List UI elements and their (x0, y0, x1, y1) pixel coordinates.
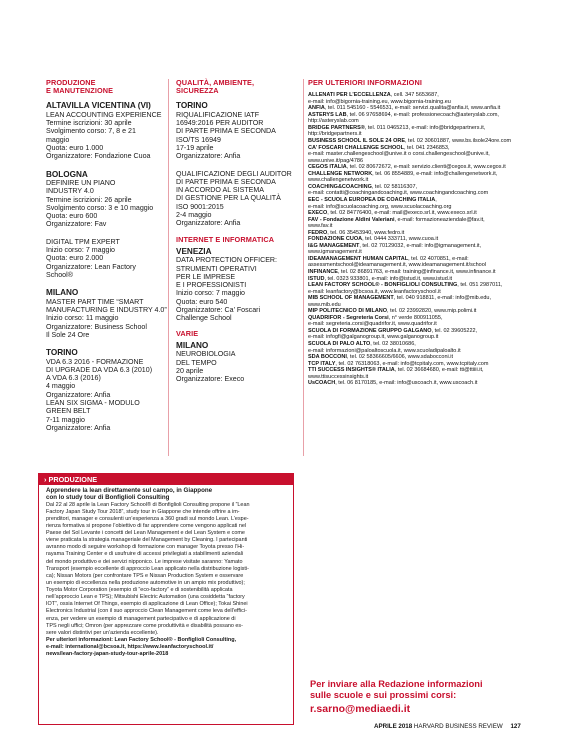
organization-contact: , tel. 0444 333711, www.cuoa.it (362, 236, 439, 243)
organization-contact: , tel. 06 8554889, e-mail: info@challengenetwork.it, (372, 170, 498, 177)
article-line: rayama Training Center e di usufruire di accessi privilegiati a stabilimenti aziendali (46, 551, 244, 558)
organization-contact: e-mail: info@scuolacoaching.org, www.scuolacoaching.org (308, 203, 452, 210)
course-title: DEL TEMPO (176, 358, 217, 367)
organization-name: MIB SCHOOL OF MANAGEMENT (308, 295, 394, 302)
course-detail: Termine iscrizioni: 30 aprile (46, 119, 132, 128)
course-detail: Organizzatore: Business School (46, 322, 147, 331)
course-detail: Inizio corso: 11 maggio (46, 314, 119, 323)
produzione-box (38, 473, 294, 725)
organization-contact: , tel. 011 545160 - 5546531, e-mail: servizi.qualita@anfia.it, www.anfia.it (324, 105, 501, 112)
organization-name: EEC - SCUOLA EUROPEA DE COACHING ITALIA (308, 196, 436, 203)
course-city: MILANO (46, 288, 79, 298)
course-city: TORINO (46, 348, 78, 358)
course-detail: Organizzatore: Fav (46, 220, 107, 229)
organization-contact: , n° verde 800911055, (388, 314, 443, 321)
course-title: MASTER PART TIME “SMART (46, 297, 144, 306)
course-detail: 20 aprile (176, 366, 204, 375)
organization-contact: , tel. 02 58366605/6606, www.sdabocconi.it (346, 354, 454, 361)
course-city: VENEZIA (176, 246, 212, 256)
course-detail: Organizzatore: Anfia (46, 390, 111, 399)
course-title: VDA 6.3 2016 - FORMAZIONE (46, 357, 144, 366)
course-detail: 17-19 aprile (176, 144, 214, 152)
heading-line: PRODUZIONE (46, 78, 96, 87)
organization-contact: www.fav.it (308, 223, 333, 230)
course-title: DI PARTE PRIMA E SECONDA (176, 127, 276, 136)
article-line: prenditori, manager e consulenti un’esperienza a 360 gradi sul mondo Lean. L’espe- (46, 515, 249, 522)
article-line: IOT”, ossia Internet Of Things, esempio di applicazione di Lean Office); Tokai Shinei (46, 601, 248, 608)
column-produzione (46, 79, 166, 432)
directory-list (308, 92, 568, 387)
spacer (46, 229, 166, 238)
course-title: QUALIFICAZIONE DEGLI AUDITOR (176, 169, 292, 178)
course-detail: Organizzatore: Ca’ Foscari (176, 306, 261, 315)
course-entry (46, 101, 166, 160)
course-detail: maggio (46, 135, 70, 144)
course-city: TORINO (176, 101, 208, 111)
course-detail: Quota: euro 540 (176, 297, 228, 306)
contact-line: news/lean-factory-japan-study-tour-aprile-2018 (46, 651, 169, 658)
course-title: NEUROBIOLOGIA (176, 350, 236, 359)
course-title: DEFINIRE UN PIANO (46, 179, 116, 187)
footer-magazine: HARVARD BUSINESS REVIEW (413, 723, 503, 730)
article-line: un esempio di eccellenza nella produzione automotive in un ampio mix produttivo); (46, 579, 245, 586)
heading-line: SICUREZZA (176, 86, 219, 96)
redazione-line: sulle scuole e sui prossimi corsi: (310, 690, 457, 701)
course-entry (46, 348, 166, 432)
course-detail: Termine iscrizioni: 26 aprile (46, 195, 132, 204)
organization-name: SDA BOCCONI (308, 354, 347, 361)
course-detail: School® (46, 270, 73, 279)
organization-contact: , (435, 196, 437, 203)
page-footer (374, 723, 521, 730)
contact-line: Per ulteriori informazioni: Lean Factory School® - Bonfiglioli Consulting, (46, 636, 237, 643)
course-entry (176, 341, 300, 384)
course-city: ALTAVILLA VICENTINA (VI) (46, 101, 151, 111)
organization-contact: , tel. 06 35453940, www.fedro.it (327, 229, 405, 236)
organization-contact: e-mail: contatti@coachingandcoaching.it, www.coachingandcoaching.com (308, 190, 489, 197)
organization-name: INFINANCE (308, 268, 338, 275)
organization-contact: , tel. 0323 933801, e-mail: info@istud.it, www.istud.it (324, 275, 453, 282)
organization-name: I&G MANAGEMENT (308, 242, 360, 249)
course-title: DI PARTE PRIMA E SECONDA (176, 177, 276, 186)
section-heading-internet: INTERNET E INFORMATICA (176, 234, 275, 244)
article-line: viene praticata la strategia manageriale del Management by Cleaning. I partecipanti (46, 537, 248, 544)
page-number: 127 (510, 723, 521, 730)
organization-contact: assessmentschool@ideamanagement.it, www.ideamanagement.it/school (308, 262, 487, 269)
article-line: Electronics Industrial (con il suo approccio Clean Management come leva dell’effici- (46, 608, 247, 615)
organization-contact: www.challengenetwork.it (308, 177, 369, 184)
organization-contact: , tel. 02 80672672, e-mail: servizio.clienti@cegos.it, www.cegos.it (346, 164, 506, 171)
course-detail: 7-11 maggio (46, 415, 85, 424)
article-line: enza, per vedere un esempio di management partecipativo e di applicazione di (46, 615, 236, 622)
course-detail: Challenge School (176, 314, 232, 323)
course-title: LEAN SIX SIGMA - MODULO (46, 399, 140, 408)
organization-contact: , tel. 040 918811, e-mail: info@mib.edu, (393, 295, 491, 302)
organization-name: SCUOLA DI PALO ALTO (308, 340, 371, 347)
heading-line: QUALITÀ, AMBIENTE, (176, 78, 255, 87)
article-line: TPS negli uffici; Omron (per apprezzare come produttività e disabilità possano es- (46, 622, 243, 629)
produzione-bar: › PRODUZIONE (39, 474, 293, 485)
course-list (176, 247, 300, 323)
article-line: Factory Japan Study Tour 2018”, study tour in Giappone che intende offrire a im- (46, 508, 240, 515)
contacts-directory (308, 79, 568, 387)
course-detail: Svolgimento corso: 3 e 10 maggio (46, 203, 154, 212)
column-divider (168, 79, 169, 456)
course-title: LEAN ACCOUNTING EXPERIENCE (46, 110, 162, 119)
course-detail: Il Sole 24 Ore (46, 330, 90, 339)
course-detail: Inizio corso: 7 maggio (176, 289, 246, 298)
heading-line: E MANUTENZIONE (46, 86, 114, 96)
course-title: DATA PROTECTION OFFICER: (176, 256, 278, 265)
organization-name: ANFIA (308, 105, 325, 112)
organization-contact: , tel. 041 2346853, (403, 144, 450, 151)
course-title: MANUFACTURING E INDUSTRY 4.0” (46, 305, 167, 314)
organization-contact: www.igmanagement.it (308, 249, 362, 256)
directory-heading: PER ULTERIORI INFORMAZIONI (308, 78, 422, 87)
organization-contact: , tel. 02 58116307, (371, 183, 418, 190)
organization-name: FAV - Fondazione Aldini Valeriani (308, 216, 395, 223)
course-title: GREEN BELT (46, 407, 91, 416)
course-city: MILANO (176, 340, 209, 350)
organization-name: CHALLENGE NETWORK (308, 170, 373, 177)
organization-name: FONDAZIONE CUOA (308, 236, 363, 243)
article-headline: con lo study tour di Bonfiglioli Consulting (46, 494, 170, 502)
course-title: PER LE IMPRESE (176, 272, 236, 281)
footer-date: APRILE 2018 (374, 723, 413, 730)
organization-name: ISTUD (308, 275, 325, 282)
organization-contact: http://asteryslab.com (308, 118, 359, 125)
course-detail: Svolgimento corso: 7, 8 e 21 (46, 127, 136, 136)
article-line: Transport (esempio eccellente di approccio Lean applicato nella distribuzione logisti- (46, 565, 249, 572)
course-detail: Organizzatore: Lean Factory (46, 262, 136, 271)
organization-name: UsCOACH (308, 380, 336, 387)
course-detail: Organizzatore: Fondazione Cuoa (46, 152, 151, 161)
redazione-line: Per inviare alla Redazione informazioni (310, 679, 483, 689)
organization-name: FEDRO (308, 229, 328, 236)
organization-name: QUADRIFOR - Segreteria Corsi (308, 314, 389, 321)
organization-name: IDEAMANAGEMENT HUMAN CAPITAL (308, 255, 409, 262)
organization-contact: , e-mail: formazioneaziendale@fav.it, (394, 216, 485, 223)
organization-contact: , cell. 347 5653687, (390, 92, 439, 99)
course-title: 16949:2016 PER AUDITOR (176, 119, 264, 128)
section-heading (46, 79, 166, 95)
organization-contact: e-mail: leanfactory@bcsoa.it, www.leanfactoryschool.it (308, 288, 441, 295)
organization-contact: , tel. 06 8170185, e-mail: info@uscoach.it, www.uscoach.it (335, 380, 478, 387)
course-title: ISO/TS 16949 (176, 135, 221, 144)
spacer (176, 161, 300, 170)
organization-contact: , tel. 051 2987011, (457, 282, 503, 289)
course-list (46, 101, 166, 432)
organization-contact: , tel. 02 30601887, www.bs.ilsole24ore.com (405, 138, 512, 145)
organization-contact: , tel. 02 38010686, (370, 340, 416, 347)
column-divider (303, 79, 304, 456)
course-title: INDUSTRY 4.0 (46, 187, 94, 196)
organization-name: CA’ FOSCARI CHALLENGE SCHOOL (308, 144, 404, 151)
column-qualita (176, 79, 300, 383)
organization-contact: http://bridgepartners.it (308, 131, 362, 138)
course-title: A VDA 6.3 (2016) (46, 374, 101, 383)
section-heading (176, 79, 300, 95)
course-detail: Organizzatore: Anfia (176, 219, 241, 228)
organization-contact: , tel. 02 4070851, e-mail: (408, 255, 469, 262)
course-title: DI GESTIONE PER LA QUALITÀ (176, 194, 281, 203)
article-line: avranno modo di seguire workshop di formazione con manager Toyota presso l’Hi- (46, 544, 245, 551)
article-headline: Apprendere la lean direttamente sul campo, in Giappone (46, 487, 213, 494)
course-list (176, 341, 300, 384)
organization-contact: , tel. 06 97658694, e-mail: professionecoach@asteryslab.com, (346, 111, 499, 118)
course-list (176, 101, 300, 227)
course-title: DIGITAL TPM EXPERT (46, 237, 120, 246)
course-title: IN ACCORDO AL SISTEMA (176, 186, 265, 195)
organization-contact: , tel. 02 76318063, e-mail: info@tcpitaly.com, www.tcpitaly.com (335, 360, 489, 367)
article-body (46, 502, 288, 637)
organization-name: COACHING&COACHING (308, 183, 372, 190)
article-line: ca); Nissan Motors (per confrontare TPS e Nissan Production System e osservare (46, 572, 244, 579)
article-line: Toyota Motor Corporation (esempio di “eco-factory” e di sostenibilità applicata (46, 587, 233, 594)
organization-name: ALLENATI PER L’ECCELLENZA (308, 92, 391, 99)
course-detail: Quota: euro 1.000 (46, 144, 104, 152)
organization-name: SCUOLA DI FORMAZIONE GRUPPO GALGANO (308, 327, 432, 334)
article-line: Dal 22 al 28 aprile la Lean Factory School® di Bonfiglioli Consulting propone il “Lean (46, 501, 250, 508)
course-entry (176, 247, 300, 323)
redazione-notice (310, 679, 560, 716)
organization-name: EXECO (308, 210, 328, 217)
organization-contact: , tel. 02 39605222, (431, 327, 478, 334)
organization-name: LEAN FACTORY SCHOOL® - BONFIGLIOLI CONSULTING (308, 282, 458, 289)
article-line: sere valori distintivi per un’azienda eccellente). (46, 629, 159, 636)
article-line: nell’approccio Lean e TPS); Mitsubishi Electric Automation (una cosiddetta “factory (46, 594, 245, 601)
organization-name: CEGOS ITALIA (308, 164, 347, 171)
organization-name: TTI SUCCESS INSIGHTS® ITALIA (308, 367, 395, 374)
organization-contact: , tel. 02 36684680, e-mail: tti@ttiiii.it, (394, 367, 484, 374)
course-detail: Organizzatore: Execo (176, 375, 245, 384)
course-title: DI UPGRADE DA VDA 6.3 (2010) (46, 365, 153, 374)
organization-contact: , tel. 02 86891763, e-mail: training@infinance.it, www.infinance.it (337, 268, 496, 275)
course-detail: 4 maggio (46, 382, 76, 391)
organization-name: MIP POLITECNICO DI MILANO (308, 308, 388, 315)
organization-name: ASTERYS LAB (308, 111, 347, 118)
organization-contact: e-mail: segreteria.corsi@quadrifor.it, www.quadrifor.it (308, 321, 437, 328)
organization-contact: , tel. 02 23992820, www.mip.polimi.it (387, 308, 477, 315)
article-contact (46, 637, 288, 658)
organization-name: BUSINESS SCHOOL IL SOLE 24 ORE (308, 138, 405, 145)
produzione-article (39, 485, 293, 658)
course-title: RIQUALIFICAZIONE IATF (176, 110, 260, 119)
course-detail: Quota: euro 2.000 (46, 254, 104, 263)
organization-contact: www.ttisuccessinsights.it (308, 373, 369, 380)
course-detail: 2-4 maggio (176, 211, 212, 220)
contact-line: e-mail: international@bcsoa.it, https://www.leanfactoryschool.it/ (46, 644, 214, 651)
course-city: BOLOGNA (46, 169, 88, 179)
organization-contact: , tel. 02 70129032, e-mail: info@igmanagement.it, (359, 242, 482, 249)
course-title: ISO 9001:2015 (176, 202, 224, 211)
section-heading-varie: VARIE (176, 328, 199, 338)
directory-line (308, 380, 568, 387)
article-line: del mondo produttivo e dei servizi nipponico. Le imprese visitate saranno: Yamato (46, 558, 243, 565)
organization-contact: e-mail: infogfi@galganogroup.it, www.galganogroup.it (308, 334, 439, 341)
organization-contact: e-mail: master.challengeschool@unive.it o corsi.challengeschool@unive.it, (308, 151, 490, 158)
organization-contact: e-mail: informazioni@paloaltoscuola.it, www.scuoladipaloalto.it (308, 347, 461, 354)
organization-contact: , tel. 02 84776400, e-mail: mail@execo.srl.it, www.execo.srl.it (327, 210, 477, 217)
organization-name: BRIDGE PARTNERS® (308, 124, 365, 131)
course-detail: Organizzatore: Anfia (46, 423, 111, 432)
course-title: STRUMENTI OPERATIVI (176, 264, 257, 273)
course-title: E I PROFESSIONISTI (176, 281, 247, 290)
course-detail: Quota: euro 600 (46, 212, 98, 221)
course-entry (46, 170, 166, 280)
article-line: Paese del Sol Levante i concetti del Lean Management e del Lean System e come (46, 530, 245, 537)
course-entry (46, 288, 166, 339)
organization-contact: www.mib.edu (308, 301, 341, 308)
organization-contact: , tel. 011 0465213, e-mail: info@bridgepartners.it, (364, 124, 486, 131)
redazione-email[interactable]: r.sarno@mediaedi.it (310, 702, 411, 715)
organization-contact: e-mail: info@bigornia-training.eu, www.bigornia-training.eu (308, 98, 451, 105)
course-entry (176, 101, 300, 227)
course-detail: Inizio corso: 7 maggio (46, 246, 116, 255)
organization-name: TCP ITALY (308, 360, 336, 367)
article-line: rienza formativa si propone l’obiettivo di far apprendere come vengono applicati nel (46, 522, 247, 529)
organization-contact: www.unive.it/pag/4786 (308, 157, 364, 164)
course-detail: Organizzatore: Anfia (176, 152, 241, 161)
